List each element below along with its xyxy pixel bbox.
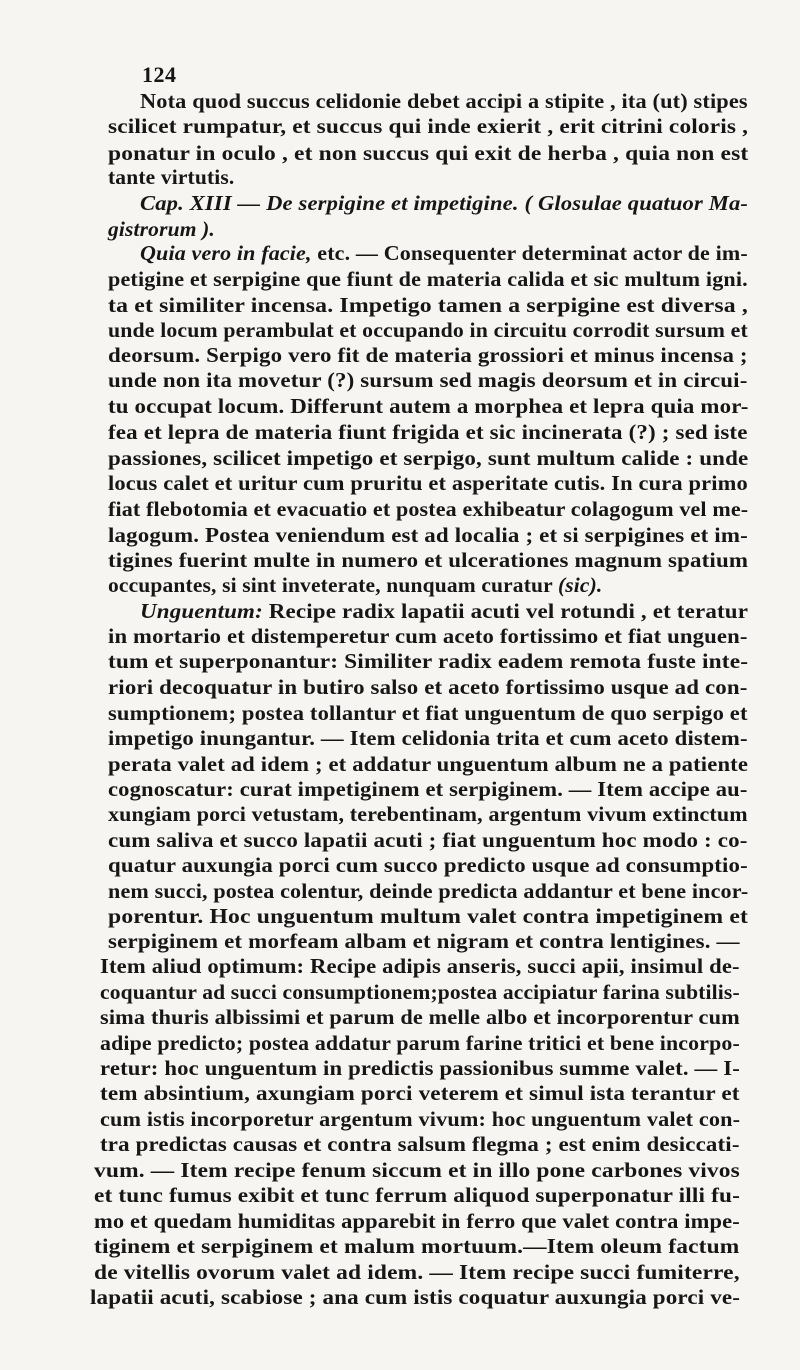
italic-text: (sic).: [557, 573, 603, 597]
text-line: [108, 292, 748, 318]
text-run: fea et lepra de materia fiunt frigida et sic incinerata (?) ; sed iste: [108, 420, 748, 444]
text-line: [100, 1030, 740, 1056]
text-run: adipe predicto; postea addatur parum farine tritici et bene incorpo-: [100, 1031, 740, 1055]
text-line: [108, 903, 748, 929]
text-line: [100, 979, 740, 1005]
text-line: [108, 216, 215, 242]
text-line: [108, 623, 748, 649]
text-run: in mortario et distemperetur cum aceto fortissimo et fiat unguen-: [108, 624, 748, 648]
text-run: serpiginem et morfeam albam et nigram et contra lentigines. —: [108, 929, 740, 953]
text-line: [94, 1259, 740, 1285]
text-line: [100, 953, 740, 979]
text-run: mo et quedam humiditas apparebit in ferro que valet contra impe-: [94, 1209, 740, 1233]
text-run: coquantur ad succi consumptionem;postea accipiatur farina subtilis-: [100, 980, 740, 1004]
text-line: [94, 1157, 740, 1183]
page-number: 124: [142, 62, 177, 87]
text-run: tu occupat locum. Differunt autem a morphea et lepra quia mor-: [108, 394, 749, 418]
text-run: tiginem et serpiginem et malum mortuum.—Item oleum factum: [94, 1234, 740, 1258]
text-run: lagogum. Postea veniendum est ad localia ; et si serpigines et im-: [108, 523, 748, 547]
text-run: nem succi, postea colentur, deinde predicta addantur et bene incor-: [108, 879, 749, 903]
text-run: sima thuris albissimi et parum de melle albo et incorporentur cum: [100, 1005, 740, 1029]
text-run: petigine et serpigine que fiunt de materia calida et sic multum igni.: [108, 267, 748, 291]
text-run: et tunc fumus exibit et tunc ferrum aliquod superponatur illi fu-: [94, 1183, 741, 1207]
text-line: [108, 419, 748, 445]
text-line: [108, 776, 748, 802]
text-line: [140, 190, 748, 216]
text-line: [108, 367, 747, 393]
text-line: [108, 674, 748, 700]
text-line: [108, 928, 740, 954]
text-line: [108, 470, 748, 496]
text-run: tra predictas causas et contra salsum flegma ; est enim desiccati-: [100, 1132, 740, 1156]
text-line: [90, 1284, 740, 1310]
text-run: perata valet ad idem ; et addatur unguentum album ne a patiente: [108, 752, 749, 776]
text-line: [108, 164, 234, 190]
text-run: tante virtutis.: [108, 165, 235, 189]
text-line: [140, 240, 748, 266]
text-run: occupantes, si sint inveterate, nunquam curatur: [108, 573, 558, 597]
text-run: scilicet rumpatur, et succus qui inde exierit , erit citrini coloris ,: [108, 114, 749, 138]
text-line: [108, 266, 748, 292]
text-run: unde non ita movetur (?) sursum sed magis deorsum et in circui-: [108, 368, 748, 392]
text-run: ta et similiter incensa. Impetigo tamen a serpigine est diversa ,: [108, 293, 749, 317]
text-line: [94, 1182, 740, 1208]
text-run: Nota quod succus celidonie debet accipi a stipite , ita (ut) stipes: [140, 89, 748, 113]
text-line: [100, 1131, 740, 1157]
text-run: passiones, scilicet impetigo et serpigo, sunt multum calide : unde: [108, 446, 749, 470]
text-line: [108, 113, 748, 139]
text-run: sumptionem; postea tollantur et fiat unguentum de quo serpigo et: [108, 701, 748, 725]
text-run: porentur. Hoc unguentum multum valet contra impetiginem et: [108, 904, 749, 928]
text-line: [108, 445, 748, 471]
text-run: ponatur in oculo , et non succus qui exit de herba , quia non est: [108, 141, 749, 165]
text-run: quatur auxungia porci cum succo predicto usque ad consumptio-: [108, 853, 748, 877]
text-line: [108, 648, 748, 674]
text-run: tem absintium, axungiam porci veterem et simul ista terantur et: [100, 1081, 740, 1105]
text-line: [100, 1080, 740, 1106]
text-run: etc. — Consequenter determinat actor de im-: [311, 241, 748, 265]
text-run: fiat flebotomia et evacuatio et postea exhibeatur colagogum vel me-: [108, 497, 749, 521]
italic-text: Unguentum:: [140, 599, 263, 623]
text-line: [108, 140, 748, 166]
text-line: [108, 878, 748, 904]
text-run: unde locum perambulat et occupando in circuitu corrodit sursum et: [108, 318, 748, 342]
text-line: [94, 1233, 739, 1259]
text-line: [108, 700, 748, 726]
text-line: [108, 547, 748, 573]
text-line: [140, 88, 748, 114]
text-run: locus calet et uritur cum pruritu et asperitate cutis. In cura primo: [108, 471, 748, 495]
text-line: [108, 852, 748, 878]
text-line: [108, 801, 748, 827]
text-line: [100, 1106, 740, 1132]
text-line: [108, 827, 748, 853]
text-run: Item aliud optimum: Recipe adipis anseris, succi apii, insimul de-: [100, 954, 740, 978]
text-line: [108, 751, 748, 777]
text-run: cognoscatur: curat impetiginem et serpiginem. — Item accipe au-: [108, 777, 748, 801]
text-run: xungiam porci vetustam, terebentinam, argentum vivum extinctum: [108, 802, 748, 826]
text-line: [108, 725, 748, 751]
text-run: lapatii acuti, scabiose ; ana cum istis coquatur auxungia porci ve-: [90, 1285, 741, 1309]
text-line: [100, 1055, 740, 1081]
text-run: tum et superponantur: Similiter radix eadem remota fuste inte-: [108, 649, 749, 673]
text-run: deorsum. Serpigo vero fit de materia grossiori et minus incensa ;: [108, 343, 748, 367]
text-line: [108, 317, 748, 343]
text-run: retur: hoc unguentum in predictis passionibus summe valet. — I-: [100, 1056, 740, 1080]
text-line: [100, 1004, 740, 1030]
italic-text: Quia vero in facie,: [140, 241, 312, 265]
text-line: [108, 393, 748, 419]
text-line: [108, 342, 748, 368]
text-run: tigines fuerint multe in numero et ulcerationes magnum spatium: [108, 548, 749, 572]
text-run: Recipe radix lapatii acuti vel rotundi , et teratur: [262, 599, 749, 623]
text-line: [140, 598, 748, 624]
text-line: [94, 1208, 740, 1234]
italic-text: gistrorum ).: [108, 217, 215, 241]
text-line: [108, 572, 602, 598]
text-run: impetigo inungantur. — Item celidonia trita et cum aceto distem-: [108, 726, 748, 750]
text-run: vum. — Item recipe fenum siccum et in illo pone carbones vivos: [94, 1158, 740, 1182]
text-run: de vitellis ovorum valet ad idem. — Item recipe succi fumiterre,: [94, 1260, 740, 1284]
text-run: cum istis incorporetur argentum vivum: hoc unguentum valet con-: [100, 1107, 741, 1131]
text-run: cum saliva et succo lapatii acuti ; fiat unguentum hoc modo : co-: [108, 828, 748, 852]
text-run: riori decoquatur in butiro salso et aceto fortissimo usque ad con-: [108, 675, 748, 699]
text-line: [108, 522, 748, 548]
italic-text: Cap. XIII — De serpigine et impetigine. ( Glosulae quatuor Ma-: [140, 191, 749, 215]
text-line: [108, 496, 748, 522]
